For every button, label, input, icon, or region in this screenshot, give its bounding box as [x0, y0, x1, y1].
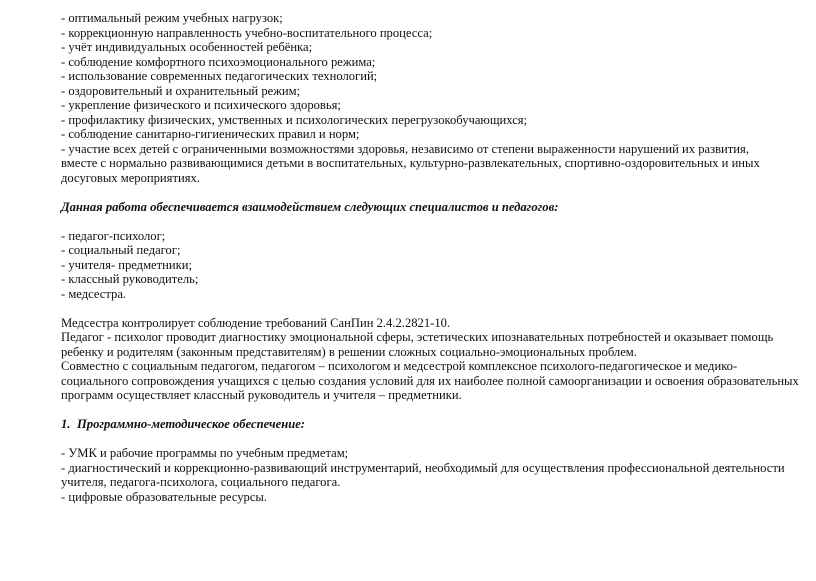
resources-list [61, 446, 785, 504]
list-item-continuation: учителя, педагога-психолога, социального педагога. [61, 475, 341, 489]
list-item: - классный руководитель; [61, 272, 199, 286]
requirements-list [61, 11, 781, 185]
roles-paragraph [61, 315, 799, 403]
list-item: - соблюдение санитарно-гигиенических правил и норм; [61, 127, 360, 141]
list-item: - профилактику физических, умственных и психологических перегрузокобучающихся; [61, 112, 528, 127]
section-heading [61, 417, 781, 432]
section-number: 1. [61, 417, 71, 431]
list-item: - коррекционную направленность учебно-воспитательного процесса; [61, 25, 433, 40]
list-item-continuation: вместе с нормально развивающимися детьми в воспитательных, культурно-развлекательных, спортивно-оздоровительных и иных [61, 156, 760, 170]
specialists-heading: Данная работа обеспечивается взаимодействием следующих специалистов и педагогов: [61, 199, 559, 214]
list-item: - цифровые образовательные ресурсы. [61, 489, 268, 504]
list-item: - УМК и рабочие программы по учебным предметам; [61, 446, 349, 460]
list-item: - участие всех детей с ограниченными возможностями здоровья, независимо от степени выраженности нарушений их развития, [61, 141, 749, 156]
list-item: - укрепление физического и психического здоровья; [61, 98, 341, 112]
list-item: - диагностический и коррекционно-развивающий инструментарий, необходимый для осуществления профессиональной деятельности [61, 460, 785, 475]
list-item: - оздоровительный и охранительный режим; [61, 83, 301, 98]
section-title: Программно-методическое обеспечение: [77, 417, 305, 431]
list-item-continuation: досуговых мероприятиях. [61, 170, 200, 185]
paragraph-line: Совместно с социальным педагогом, педагогом – психологом и медсестрой комплексное психолого-педагогическое и медико- [61, 359, 738, 373]
paragraph-line: социального сопровождения учащихся с целью создания условий для их наиболее полной самоорганизации и освоения образовательных [61, 373, 799, 388]
list-item: - учёт индивидуальных особенностей ребёнка; [61, 40, 313, 54]
list-item: - медсестра. [61, 286, 127, 301]
paragraph-line: Педагог - психолог проводит диагностику эмоциональной сферы, эстетических ипознавательных потребностей и оказывает помощь [61, 330, 774, 344]
list-item: - соблюдение комфортного психоэмоционального режима; [61, 54, 376, 69]
list-item: - педагог-психолог; [61, 228, 166, 243]
list-item: - социальный педагог; [61, 243, 181, 257]
specialists-list [61, 229, 781, 302]
list-item: - учителя- предметники; [61, 257, 192, 272]
list-item: - использование современных педагогических технологий; [61, 69, 378, 83]
list-item: - оптимальный режим учебных нагрузок; [61, 11, 283, 25]
document-page [61, 11, 799, 504]
paragraph-line: Медсестра контролирует соблюдение требований СанПин 2.4.2.2821-10. [61, 315, 451, 330]
paragraph-line: ребенку и родителям (законным представителям) в решении сложных социально-эмоциональных проблем. [61, 344, 637, 359]
paragraph-line: программ осуществляет классный руководитель и учителя – предметники. [61, 388, 462, 402]
